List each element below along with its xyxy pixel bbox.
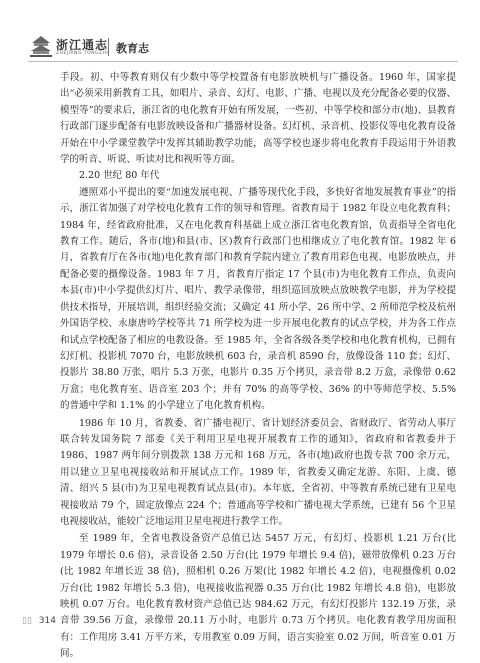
logo-title: 浙江通志	[56, 38, 109, 52]
section-title: 教育志	[116, 42, 149, 55]
zhejiang-tongzhi-logo	[28, 34, 108, 60]
pagoda-logo-icon	[28, 34, 54, 60]
header-rule	[28, 61, 458, 62]
logo-subtitle: ZHEJIANG TONGZHI	[56, 51, 109, 56]
paragraph: 遵照邓小平提出的要“加速发展电视、广播等现代化手段，多快好省地发展教育事业”的指示，浙江省加强了对学校电化教育工作的领导和管理。省教育局于 1982 年设立电化教育科；1984 年，经省政府批准，又在电化教育科基础上成立浙江省电化教育馆，负责指导全省电化教育工作。随后，各市(地)和县(市、区)教育行政部门也相继成立了电化教育馆。1982 年 6 月，省教育厅在各市(地)电化教育部门和教育学院内建立了教育用彩色电视、电影放映点，并配备必要的摄像设备。1983 年 7 月，省教育厅指定 17 个县(市)为电化教育工作点，负责向本县(市)中小学提供幻灯片、唱片、教学录像带，组织巡回放映点放映教学电影，并为学校提供技术指导，开展培训，组织经验交流；又确定 41 所小学、26 所中学、2 所师范学校及杭州外国语学校、永康唐吟学校等共 71 所学校为进一步开展电化教育的试点学校，并为各工作点和试点学校配备了相应的电教设备。至 1985 年，全省各级各类学校和电化教育机构，已拥有幻灯机、投影机 7070 台，电影放映机 603 台，录音机 8590 台，放像设备 110 套；幻灯、投影片 38.80 万张，唱片 5.3 万张，电影片 0.35 万个拷贝，录音带 8.2 万盒，录像带 0.62 万盒；电化教育室、语音室 203 个；并有 70% 的高等学校、36% 的中等师范学校、5.5% 的普通中学和 1.1% 的小学建立了电化教育机构。	[60, 186, 456, 412]
page-header	[0, 0, 480, 64]
body-text	[60, 70, 456, 663]
paragraph: 至 1989 年，全省电教设备资产总值已达 5457 万元，有幻灯、投影机 1.21 万台(比 1979 年增长 0.6 倍)，录音设备 2.50 万台(比 1979 年增长 9.4 倍)，磁带放像机 0.23 万台(比 1982 年增长近 38 倍)，照相机 0.26 万架(比 1982 年增长 4.2 倍)，电视摄像机 0.02 万台(比 1982 年增长 5.3 倍)，电视接收监视器 0.35 万台(比 1982 年增长 4.8 倍)，电影放映机 0.07 万台。电化教育教材资产总值已达 984.62 万元，有幻灯投影片 132.19 万张，录音带 39.56 万盒，录像带 20.11 万小时，电影片 0.73 万个拷贝。电化教育教学用房面积有：工作用房 3.41 万平方米，专用教室 0.09 万间，语言实验室 0.02 万间，听音室 0.01 万间。	[60, 533, 456, 660]
paragraph: 1986 年 10 月，省教委、省广播电视厅、省计划经济委员会、省财政厅、省劳动人事厅联合转发国务院 7 部委《关于利用卫星电视开展教育工作的通知》，省政府和省教委并于 1986、1987 两年间分别拨款 138 万元和 168 万元，各市(地)政府也拨专款 700 余万元，用以建立卫星电视接收站和开展试点工作。1989 年，省教委又确定龙游、东阳、上虞、德清、绍兴 5 县(市)为卫星电视教育试点县(市)。本年底，全省初、中等教育系统已建有卫星电视接收站 79 个，固定放像点 224 个；普通高等学校和广播电视大学系统，已建有 56 个卫星电视接收站，能较广泛地运用卫星电视进行教学工作。	[60, 417, 456, 527]
header-separator	[108, 38, 109, 56]
page-number: 314	[38, 616, 56, 626]
page-footer	[22, 616, 56, 626]
footer-mark-icon: ▯▯	[22, 616, 32, 626]
section-heading: 2.20 世纪 80 年代	[79, 170, 160, 182]
paragraph: 手段。初、中等教育则仅有少数中等学校置备有电影放映机与广播设备。1960 年，国家提出“必须采用新教育工具，如唱片、录音、幻灯、电影、广播、电视以及充分配备必要的仪器、模型等”的要求后，浙江省的电化教育开始有所发展，一些初、中等学校和部分市(地)、县教育行政部门逐步配备有电影放映设备和广播器材设备。幻灯机、录音机、投影仪等电化教育设备开始在中小学课堂教学中发挥其辅助教学功能，高等学校也逐步将电化教育手段运用于外语教学的听音、听说、听读对比和视听等方面。	[60, 72, 456, 166]
